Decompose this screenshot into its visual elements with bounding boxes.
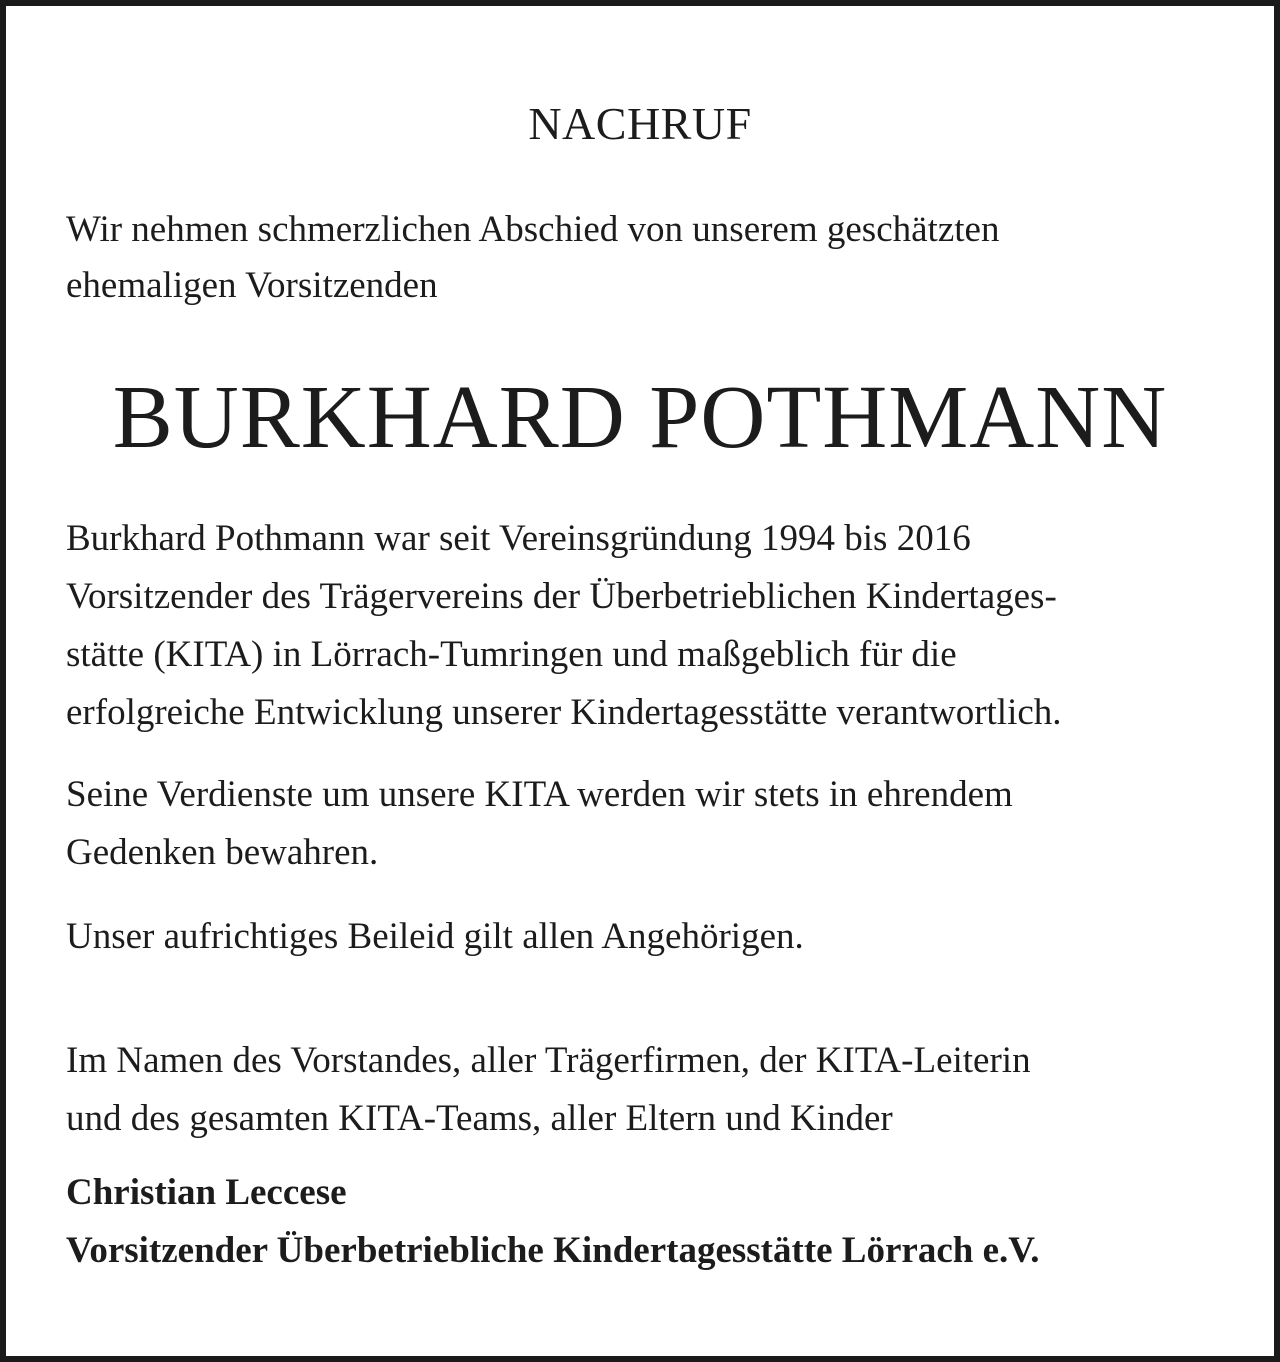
- intro-line: ehemaligen Vorsitzenden: [66, 265, 438, 306]
- signer-title: Vorsitzender Überbetriebliche Kindertagesstätte Lörrach e.V.: [66, 1230, 1040, 1271]
- tribute-paragraph: [66, 766, 1236, 882]
- tribute-line: Gedenken bewahren.: [66, 832, 379, 873]
- condolence-line: Unser aufrichtiges Beileid gilt allen Angehörigen.: [66, 916, 804, 957]
- on-behalf-line: Im Namen des Vorstandes, aller Trägerfirmen, der KITA-Leiterin: [66, 1040, 1031, 1081]
- condolence-paragraph: [66, 908, 1236, 966]
- on-behalf-paragraph: [66, 1032, 1236, 1148]
- biography-line: Vorsitzender des Trägervereins der Überbetrieblichen Kindertages-: [66, 576, 1057, 617]
- biography-line: erfolgreiche Entwicklung unserer Kindertagesstätte verantwortlich.: [66, 692, 1062, 733]
- intro-text: [66, 202, 1236, 314]
- notice-heading: NACHRUF: [528, 98, 752, 149]
- biography-paragraph: [66, 510, 1236, 742]
- signer-name: Christian Leccese: [66, 1172, 347, 1213]
- biography-line: Burkhard Pothmann war seit Vereinsgründung 1994 bis 2016: [66, 518, 971, 559]
- deceased-name: BURKHARD POTHMANN: [112, 368, 1168, 467]
- on-behalf-line: und des gesamten KITA-Teams, aller Eltern und Kinder: [66, 1098, 893, 1139]
- biography-line: stätte (KITA) in Lörrach-Tumringen und maßgeblich für die: [66, 634, 957, 675]
- tribute-line: Seine Verdienste um unsere KITA werden wir stets in ehrendem: [66, 774, 1013, 815]
- intro-line: Wir nehmen schmerzlichen Abschied von unserem geschätzten: [66, 209, 1000, 250]
